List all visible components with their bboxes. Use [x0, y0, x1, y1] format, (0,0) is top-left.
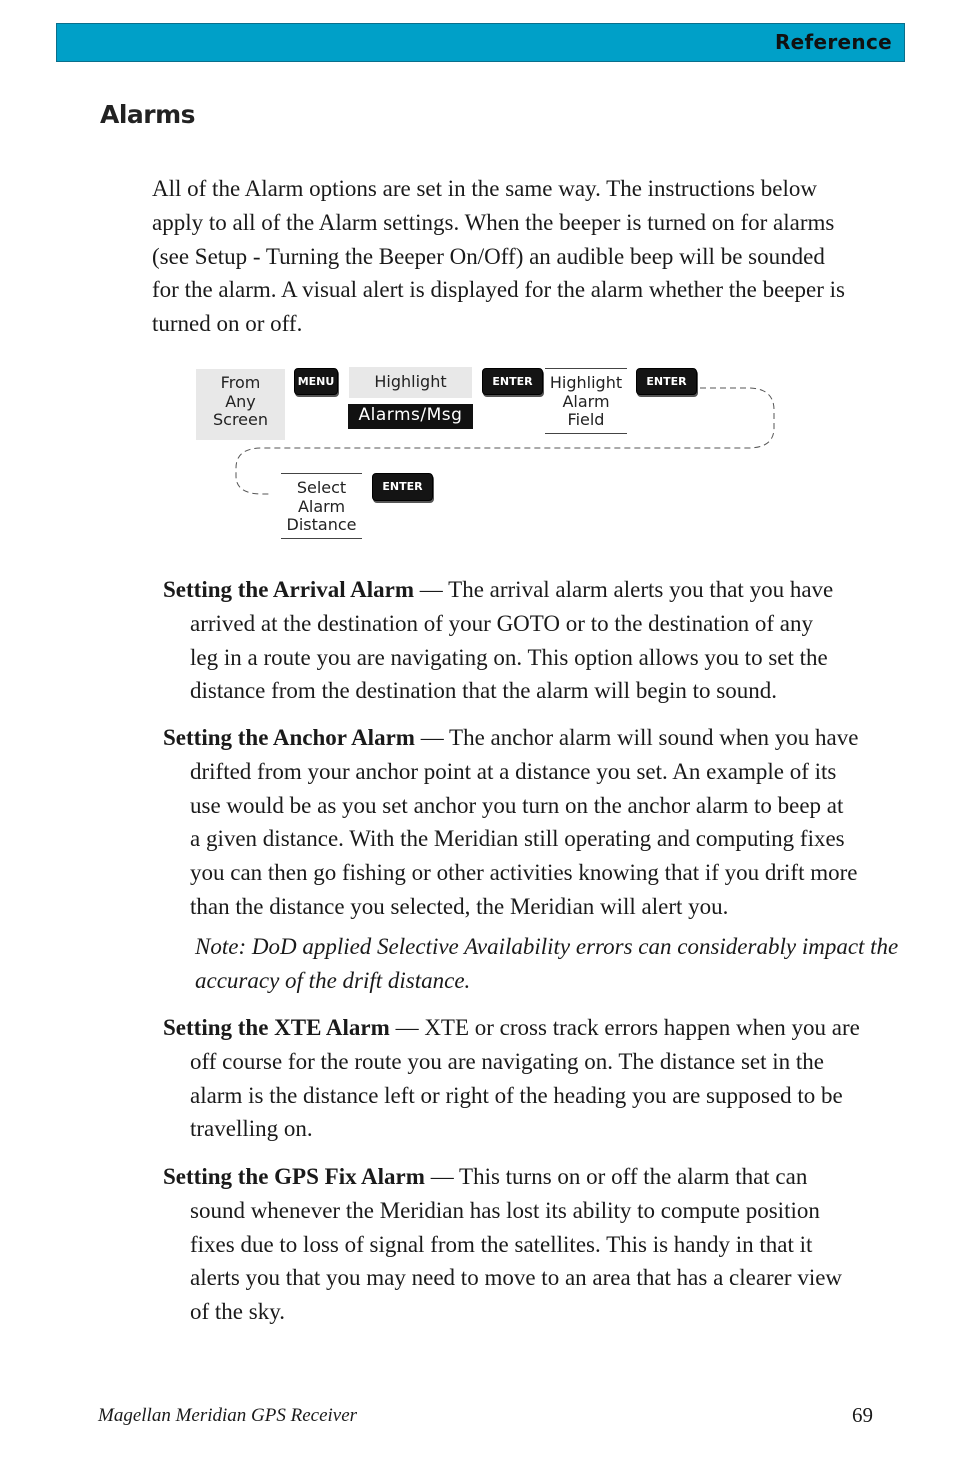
- entry-first-line: [163, 721, 873, 755]
- entry-heading: Setting the GPS Fix Alarm: [163, 1164, 425, 1189]
- page-number: 69: [852, 1403, 873, 1427]
- section-title: Alarms: [100, 100, 196, 129]
- entry-text: The anchor alarm will sound when you have: [449, 725, 859, 750]
- entry-dash: —: [414, 577, 449, 602]
- entry-line: arrived at the destination of your GOTO or to the destination of any: [190, 610, 813, 636]
- header-bar: [56, 23, 905, 62]
- intro-line: for the alarm. A visual alert is displayed for the alarm whether the beeper is: [152, 277, 845, 303]
- intro-line: apply to all of the Alarm settings. When the beeper is turned on for alarms: [152, 209, 835, 235]
- gps-fix-alarm-entry: [163, 1160, 873, 1329]
- header-label: Reference: [774, 30, 892, 54]
- note-line: Note: DoD applied Selective Availability errors can considerably impact the: [195, 934, 899, 959]
- intro-line: (see Setup - Turning the Beeper On/Off) an audible beep will be sounded: [152, 243, 825, 269]
- entry-line: alerts you that you may need to move to an area that has a clearer view: [190, 1265, 843, 1291]
- intro-line: turned on or off.: [152, 311, 303, 337]
- step-line: Alarm: [562, 391, 610, 411]
- entry-heading: Setting the XTE Alarm: [163, 1015, 390, 1040]
- entry-line: alarm is the distance left or right of the heading you are supposed to be: [190, 1082, 843, 1108]
- highlight-alarm-field-step: [545, 368, 627, 434]
- entry-text: The arrival alarm alerts you that you have: [448, 577, 834, 602]
- entry-line: of the sky.: [190, 1299, 285, 1325]
- intro-line: All of the Alarm options are set in the same way. The instructions below: [152, 176, 817, 201]
- entry-dash: —: [424, 1164, 460, 1189]
- entry-line: than the distance you selected, the Meridian will alert you.: [190, 893, 729, 919]
- from-line: Any: [225, 391, 256, 411]
- entry-line: a given distance. With the Meridian still operating and computing fixes: [190, 826, 845, 852]
- entry-line: fixes due to loss of signal from the satellites. This is handy in that it: [190, 1231, 813, 1257]
- alarms-msg-display: Alarms/Msg: [348, 404, 473, 429]
- xte-alarm-entry: [163, 1011, 873, 1146]
- step-line: Highlight: [549, 373, 623, 392]
- entry-line: leg in a route you are navigating on. This option allows you to set the: [190, 644, 828, 670]
- entry-heading: Setting the Anchor Alarm: [163, 725, 415, 750]
- menu-key: MENU: [294, 368, 338, 395]
- note: [195, 930, 899, 997]
- note-line: accuracy of the drift distance.: [195, 967, 471, 993]
- enter-key: ENTER: [636, 368, 697, 395]
- entry-line: travelling on.: [190, 1116, 313, 1142]
- step-line: Distance: [286, 515, 357, 534]
- entry-line: sound whenever the Meridian has lost its ability to compute position: [190, 1197, 820, 1223]
- step-line: Select: [296, 478, 347, 497]
- enter-key: ENTER: [482, 368, 543, 395]
- arrival-alarm-entry: [163, 573, 873, 708]
- entry-line: off course for the route you are navigating on. The distance set in the: [190, 1048, 825, 1074]
- entry-first-line: [163, 573, 873, 607]
- from-line: Screen: [212, 410, 268, 429]
- entry-line: distance from the destination that the alarm will begin to sound.: [190, 678, 778, 704]
- step-line: Alarm: [297, 496, 346, 516]
- entry-first-line: [163, 1160, 873, 1194]
- select-alarm-distance-step: [281, 473, 362, 539]
- entry-text: XTE or cross track errors happen when you are: [424, 1015, 860, 1040]
- entry-first-line: [163, 1011, 873, 1045]
- entry-line: use would be as you set anchor you turn on the anchor alarm to beep at: [190, 792, 844, 818]
- entry-text: This turns on or off the alarm that can: [459, 1164, 808, 1189]
- step-line: Field: [567, 410, 605, 429]
- entry-line: drifted from your anchor point at a distance you set. An example of its: [190, 758, 837, 784]
- enter-key: ENTER: [372, 473, 433, 501]
- entry-dash: —: [414, 725, 450, 750]
- anchor-alarm-entry: [163, 721, 873, 924]
- entry-heading: Setting the Arrival Alarm: [163, 577, 415, 602]
- highlight-step: Highlight: [349, 367, 472, 398]
- from-any-screen-label: [196, 369, 285, 440]
- footer-title: Magellan Meridian GPS Receiver: [98, 1405, 358, 1426]
- entry-line: you can then go fishing or other activities knowing that if you drift more: [190, 860, 858, 886]
- entry-dash: —: [389, 1015, 425, 1040]
- from-line: From: [220, 373, 261, 392]
- intro-paragraph: [152, 172, 872, 341]
